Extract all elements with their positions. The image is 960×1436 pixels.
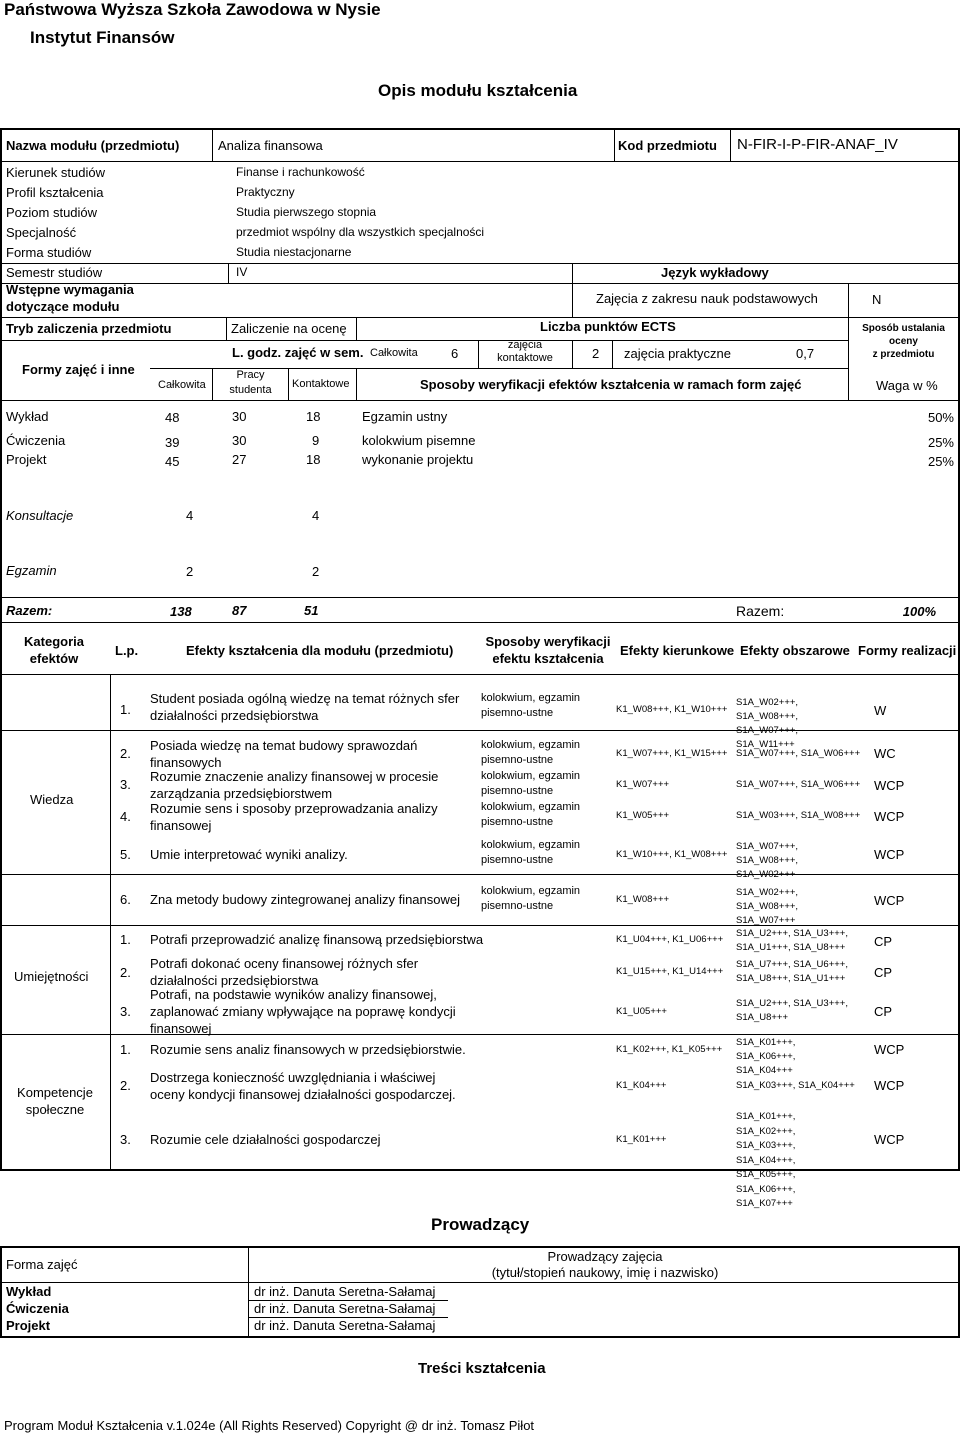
col-contact-label: Kontaktowe bbox=[292, 378, 350, 390]
outcome-number: 1. bbox=[120, 1042, 131, 1057]
outcome-text: Potrafi przeprowadzić analizę finansową przedsiębiorstwa bbox=[150, 932, 484, 947]
semester-value: IV bbox=[236, 265, 248, 279]
specialty-label: Specjalność bbox=[6, 225, 77, 240]
outcome-text: Potrafi, na podstawie wyników analizy finansowej, zaplanować zmiany wpływające na poprawę kondycji finansowej bbox=[150, 987, 456, 1036]
outcome-forms: WCP bbox=[874, 778, 905, 793]
outcome-verification: kolokwium, egzamin pisemno-ustne bbox=[481, 839, 581, 866]
consultations-contact: 4 bbox=[312, 508, 320, 523]
outcome-area-effects: S1A_W07+++, S1A_W06+++ bbox=[736, 748, 861, 759]
form-student-project: 27 bbox=[232, 452, 247, 467]
outcome-number: 2. bbox=[120, 1078, 131, 1093]
forms-header: Formy realizacji bbox=[858, 643, 957, 658]
outcome-number: 1. bbox=[120, 702, 131, 717]
basic-sciences-label: Zajęcia z zakresu nauk podstawowych bbox=[596, 291, 818, 306]
outcome-number: 2. bbox=[120, 965, 131, 980]
outcome-number: 6. bbox=[120, 892, 131, 907]
outcome-forms: WCP bbox=[874, 1042, 905, 1057]
category-knowledge: Wiedza bbox=[30, 792, 74, 807]
course-code-value: N-FIR-I-P-FIR-ANAF_IV bbox=[737, 136, 898, 153]
outcome-text: Student posiada ogólną wiedzę na temat różnych sfer działalności przedsiębiorstwa bbox=[150, 691, 460, 723]
assessment-method-label-1: Sposób ustalania bbox=[862, 323, 945, 334]
institute-name: Instytut Finansów bbox=[30, 28, 175, 47]
exam-label: Egzamin bbox=[6, 563, 57, 578]
outcome-forms: CP bbox=[874, 1004, 893, 1019]
teacher-form-exercises: Ćwiczenia bbox=[6, 1301, 69, 1316]
outcome-number: 3. bbox=[120, 1004, 131, 1019]
contact-ects-label-1: zajęcia bbox=[507, 339, 543, 351]
category-skills: Umiejętności bbox=[14, 969, 89, 984]
col-total-label: Całkowita bbox=[158, 379, 206, 391]
lp-header: L.p. bbox=[115, 643, 139, 658]
prerequisites-label-1: Wstępne wymagania bbox=[6, 282, 134, 297]
form-contact-exercises: 9 bbox=[312, 433, 320, 448]
outcome-area-effects: S1A_K01+++, S1A_K06+++, S1A_K04+++ bbox=[736, 1037, 796, 1076]
outcome-direction-effects: K1_U05+++ bbox=[616, 1006, 667, 1017]
basic-sciences-value: N bbox=[872, 292, 882, 307]
outcome-text: Umie interpretować wyniki analizy. bbox=[150, 847, 348, 862]
outcome-forms: WCP bbox=[874, 809, 905, 824]
outcome-forms: W bbox=[874, 703, 887, 718]
form-student-exercises: 30 bbox=[232, 433, 247, 448]
outcome-area-effects: S1A_U7+++, S1A_U6+++, S1A_U8+++, S1A_U1+++ bbox=[736, 959, 848, 984]
specialty-value: przedmiot wspólny dla wszystkich specjalności bbox=[236, 225, 485, 239]
outcome-verification: kolokwium, egzamin pisemno-ustne bbox=[481, 885, 581, 912]
mode-label: Tryb zaliczenia przedmiotu bbox=[6, 321, 172, 336]
form-student-lecture: 30 bbox=[232, 409, 247, 424]
semester-label: Semestr studiów bbox=[6, 265, 103, 280]
contact-ects-value: 2 bbox=[592, 346, 600, 361]
outcome-area-effects: S1A_W07+++, S1A_W06+++ bbox=[736, 779, 861, 790]
form-total-project: 45 bbox=[165, 454, 180, 469]
outcome-area-effects: S1A_W03+++, S1A_W08+++ bbox=[736, 810, 861, 821]
hours-label: L. godz. zajęć w sem. bbox=[232, 345, 364, 360]
outcome-forms: WCP bbox=[874, 893, 905, 908]
outcome-text: Posiada wiedzę na temat budowy sprawozdań finansowych bbox=[150, 738, 418, 770]
outcome-area-effects: S1A_U2+++, S1A_U3+++, S1A_U8+++ bbox=[736, 998, 848, 1023]
verification-header-1: Sposoby weryfikacji bbox=[485, 634, 611, 649]
outcome-direction-effects: K1_W07+++ bbox=[616, 779, 670, 790]
outcome-area-effects: S1A_K03+++, S1A_K04+++ bbox=[736, 1080, 855, 1091]
exam-contact: 2 bbox=[312, 564, 320, 579]
form-contact-project: 18 bbox=[306, 452, 321, 467]
exam-total: 2 bbox=[186, 564, 194, 579]
outcome-text: Dostrzega konieczność uwzględniania i właściwej oceny kondycji finansowej działalności gospodarczej. bbox=[150, 1070, 456, 1102]
language-label: Język wykładowy bbox=[661, 265, 769, 280]
sum-label: Razem: bbox=[6, 603, 53, 618]
module-name-value: Analiza finansowa bbox=[218, 138, 323, 153]
outcome-direction-effects: K1_W05+++ bbox=[616, 810, 670, 821]
class-forms-label: Formy zajęć i inne bbox=[22, 362, 135, 377]
form-method-lecture: Egzamin ustny bbox=[362, 409, 448, 424]
outcome-forms: WCP bbox=[874, 1078, 905, 1093]
outcome-text: Rozumie sens i sposoby przeprowadzania analizy finansowej bbox=[150, 801, 438, 833]
school-name: Państwowa Wyższa Szkoła Zawodowa w Nysie bbox=[4, 0, 381, 19]
outcome-text: Zna metody budowy zintegrowanej analizy finansowej bbox=[150, 892, 461, 907]
practical-ects-label: zajęcia praktyczne bbox=[624, 346, 731, 361]
teachers-form-header: Forma zajęć bbox=[6, 1257, 78, 1272]
outcome-number: 3. bbox=[120, 777, 131, 792]
outcome-verification: kolokwium, egzamin pisemno-ustne bbox=[481, 801, 581, 828]
sum-contact: 51 bbox=[304, 603, 319, 618]
teacher-form-lecture: Wykład bbox=[6, 1284, 52, 1299]
effects-header: Efekty kształcenia dla modułu (przedmiotu) bbox=[186, 643, 454, 658]
direction-effects-header: Efekty kierunkowe bbox=[620, 643, 735, 658]
assessment-method-label-2: oceny bbox=[889, 336, 918, 347]
area-effects-header: Efekty obszarowe bbox=[740, 643, 850, 658]
assessment-method-label-3: z przedmiotu bbox=[872, 349, 935, 360]
outcome-area-effects: S1A_U2+++, S1A_U3+++, S1A_U1+++, S1A_U8+++ bbox=[736, 928, 848, 953]
outcome-text: Rozumie sens analiz finansowych w przedsiębiorstwie. bbox=[150, 1042, 466, 1057]
field-value: Finanse i rachunkowość bbox=[236, 165, 365, 179]
outcome-text: Rozumie znaczenie analizy finansowej w procesie zarządzania przedsiębiorstwem bbox=[150, 769, 439, 801]
sum-total: 138 bbox=[170, 604, 192, 619]
outcome-area-effects: S1A_W02+++, S1A_W08+++, S1A_W07+++, S1A_W11+++ bbox=[736, 697, 799, 750]
module-name-label: Nazwa modułu (przedmiotu) bbox=[6, 138, 180, 153]
level-value: Studia pierwszego stopnia bbox=[236, 205, 377, 219]
profile-label: Profil kształcenia bbox=[6, 185, 104, 200]
sum-weight: 100% bbox=[902, 604, 936, 619]
outcome-area-effects: S1A_W02+++, S1A_W08+++, S1A_W07+++ bbox=[736, 887, 799, 926]
content-title: Treści kształcenia bbox=[418, 1360, 546, 1377]
consultations-total: 4 bbox=[186, 508, 194, 523]
category-competence-2: społeczne bbox=[25, 1102, 85, 1117]
outcome-number: 2. bbox=[120, 746, 131, 761]
course-code-label: Kod przedmiotu bbox=[618, 138, 717, 153]
form-name-exercises: Ćwiczenia bbox=[6, 433, 66, 448]
outcome-verification: kolokwium, egzamin pisemno-ustne bbox=[481, 739, 581, 766]
form-name-project: Projekt bbox=[6, 452, 47, 467]
verification-header-2: efektu kształcenia bbox=[492, 651, 604, 666]
contact-ects-label-2: kontaktowe bbox=[497, 352, 553, 364]
category-header-2: efektów bbox=[29, 651, 79, 666]
outcome-verification: kolokwium, egzamin pisemno-ustne bbox=[481, 770, 581, 797]
field-label: Kierunek studiów bbox=[6, 165, 105, 180]
outcome-area-effects: S1A_W07+++, S1A_W08+++, S1A_W02+++ bbox=[736, 841, 799, 880]
outcome-direction-effects: K1_W07+++, K1_W15+++ bbox=[616, 748, 728, 759]
outcome-direction-effects: K1_W08+++ bbox=[616, 894, 670, 905]
teacher-name-lecture: dr inż. Danuta Seretna-Sałamaj bbox=[254, 1284, 436, 1299]
outcome-direction-effects: K1_W10+++, K1_W08+++ bbox=[616, 849, 728, 860]
outcome-forms: CP bbox=[874, 934, 893, 949]
outcome-direction-effects: K1_K04+++ bbox=[616, 1080, 667, 1091]
teacher-name-exercises: dr inż. Danuta Seretna-Sałamaj bbox=[254, 1301, 436, 1316]
form-method-exercises: kolokwium pisemne bbox=[362, 433, 476, 448]
outcome-forms: WCP bbox=[874, 1132, 905, 1147]
form-name-lecture: Wykład bbox=[6, 409, 49, 424]
practical-ects-value: 0,7 bbox=[796, 346, 815, 361]
study-form-label: Forma studiów bbox=[6, 245, 92, 260]
col-student-label-2: studenta bbox=[229, 384, 272, 396]
ects-total-value: 6 bbox=[451, 346, 459, 361]
form-weight-project: 25% bbox=[927, 454, 954, 469]
form-weight-exercises: 25% bbox=[927, 435, 954, 450]
outcome-text: Potrafi dokonać oceny finansowej różnych sfer działalności przedsiębiorstwa bbox=[150, 956, 419, 988]
footer-copyright: Program Moduł Kształcenia v.1.024e (All Rights Reserved) Copyright @ dr inż. Tomasz Piłot bbox=[4, 1418, 535, 1433]
form-total-exercises: 39 bbox=[165, 435, 180, 450]
teachers-title: Prowadzący bbox=[431, 1215, 530, 1234]
teacher-name-project: dr inż. Danuta Seretna-Sałamaj bbox=[254, 1318, 436, 1333]
teachers-name-header-1: Prowadzący zajęcia bbox=[547, 1249, 663, 1264]
level-label: Poziom studiów bbox=[6, 205, 98, 220]
teacher-form-project: Projekt bbox=[6, 1318, 51, 1333]
outcome-direction-effects: K1_U15+++, K1_U14+++ bbox=[616, 966, 724, 977]
form-total-lecture: 48 bbox=[165, 410, 180, 425]
consultations-label: Konsultacje bbox=[6, 508, 74, 523]
form-contact-lecture: 18 bbox=[306, 409, 321, 424]
sum-student: 87 bbox=[232, 603, 247, 618]
outcome-verification: kolokwium, egzamin pisemno-ustne bbox=[481, 692, 581, 719]
teachers-name-header-2: (tytuł/stopień naukowy, imię i nazwisko) bbox=[491, 1265, 719, 1280]
outcome-number: 1. bbox=[120, 932, 131, 947]
study-form-value: Studia niestacjonarne bbox=[236, 245, 352, 259]
sum-label-right: Razem: bbox=[736, 603, 785, 619]
prerequisites-label-2: dotyczące modułu bbox=[6, 299, 120, 314]
mode-value: Zaliczenie na ocenę bbox=[231, 321, 347, 336]
ects-total-label: Całkowita bbox=[370, 347, 418, 359]
outcome-direction-effects: K1_K02+++, K1_K05+++ bbox=[616, 1044, 723, 1055]
col-student-label-1: Pracy bbox=[236, 369, 265, 381]
form-weight-lecture: 50% bbox=[927, 410, 954, 425]
verification-label: Sposoby weryfikacji efektów kształcenia w ramach form zajęć bbox=[420, 377, 802, 392]
outcome-forms: CP bbox=[874, 965, 893, 980]
form-method-project: wykonanie projektu bbox=[362, 452, 474, 467]
profile-value: Praktyczny bbox=[236, 185, 295, 199]
outcome-number: 4. bbox=[120, 809, 131, 824]
outcome-forms: WC bbox=[874, 746, 896, 761]
outcome-number: 5. bbox=[120, 847, 131, 862]
outcome-area-effects: S1A_K01+++, S1A_K02+++, S1A_K03+++, S1A_K04+++, S1A_K05+++, S1A_K06+++, S1A_K07+++ bbox=[736, 1111, 796, 1209]
weight-label: Waga w % bbox=[876, 378, 938, 393]
category-competence-1: Kompetencje bbox=[17, 1085, 93, 1100]
outcome-text: Rozumie cele działalności gospodarczej bbox=[150, 1132, 381, 1147]
outcome-direction-effects: K1_K01+++ bbox=[616, 1134, 667, 1145]
outcome-direction-effects: K1_W08+++, K1_W10+++ bbox=[616, 704, 728, 715]
outcome-forms: WCP bbox=[874, 847, 905, 862]
outcome-number: 3. bbox=[120, 1132, 131, 1147]
outcome-direction-effects: K1_U04+++, K1_U06+++ bbox=[616, 934, 724, 945]
category-header-1: Kategoria bbox=[24, 634, 84, 649]
ects-label: Liczba punktów ECTS bbox=[540, 319, 676, 334]
document-title: Opis modułu kształcenia bbox=[378, 81, 578, 100]
